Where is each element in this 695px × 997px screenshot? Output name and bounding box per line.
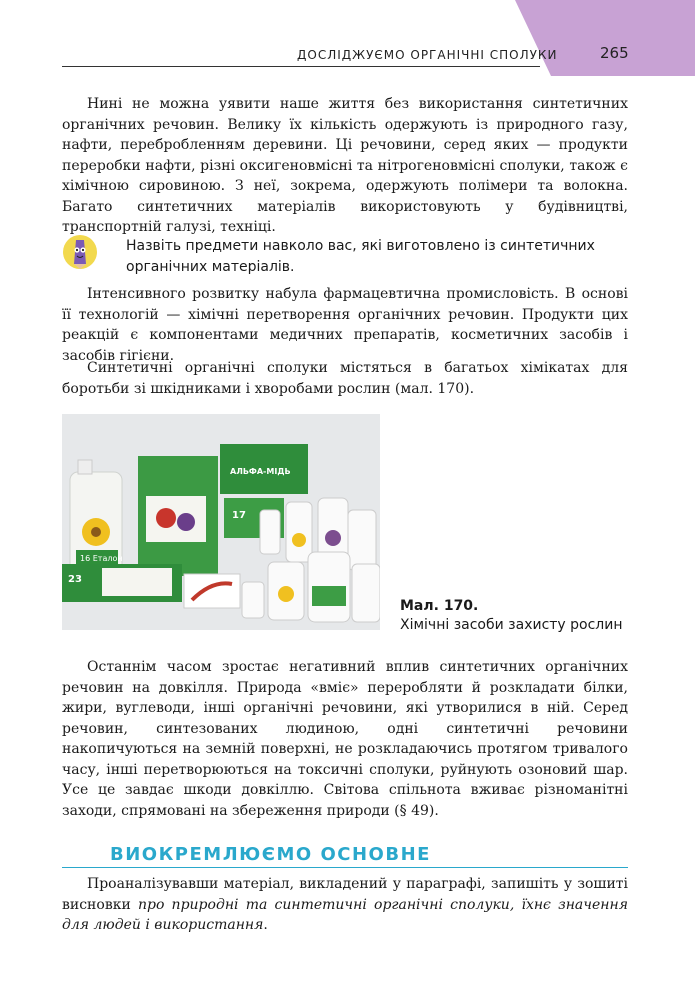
conclusion-text: Проаналізувавши матеріал, викладений у параграфі, запишіть у зошиті висновки <box>62 876 628 913</box>
figure-170-image <box>62 414 380 630</box>
section-rule <box>62 867 628 868</box>
header-corner-tab <box>515 0 695 76</box>
box-left-label: 16 Еталон <box>80 554 123 563</box>
paragraph-2: Інтенсивного розвитку набула фармацевтична промисловість. В основі її технологій — хімічні перетворення органічних речовин. Продукти цих реакцій є компонентами медичних препаратів, косметичних засобів і засобів гігієни. <box>62 286 628 364</box>
paragraph-3: Синтетичні органічні сполуки містяться в багатьох хімікатах для боротьби зі шкідниками і хворобами рослин (мал. 170). <box>62 360 628 397</box>
box-23-label: 23 <box>68 574 82 585</box>
box-alfa-label: АЛЬФА-МІДЬ <box>230 467 291 476</box>
header-rule <box>62 66 540 67</box>
pesticides-photo <box>62 414 380 630</box>
conclusion-end: . <box>263 917 268 933</box>
pencil-character-icon <box>62 234 98 270</box>
task-question: Назвіть предмети навколо вас, які виготовлено із синтетичних органічних матеріалів. <box>126 238 595 275</box>
paragraph-1: Нині не можна уявити наше життя без використання синтетичних органічних речовин. Велику їх кількість одержують із природного газу, нафти, перебробленням деревини. Ці речовини, серед яких — продукти переробки нафти, різні оксигеновмісні та нітрогеновмісні сполуки, також є хімічною сировиною. З неї, зокрема, одержують полімери та волокна. Багато синтетичних матеріалів використовують у будівництві, транспортній галузі, техніці. <box>62 96 628 235</box>
figure-number: Мал. 170. <box>400 598 479 614</box>
page-number: 265 <box>600 44 629 62</box>
conclusion-italic: про природні та синтетичні органічні сполуки, їхнє значення для людей і використання <box>62 896 628 933</box>
section-heading: ВИОКРЕМЛЮЄМО ОСНОВНЕ <box>110 844 431 865</box>
paragraph-4: Останнім часом зростає негативний вплив синтетичних органічних речовин на довкілля. Природа «вміє» переробляти й розкладати білки, жири, вуглеводи, інші органічні речовини, які утворилися в ній. Серед речовин, синтезованих людиною, одні синтетичні речовини накопичуються на земній поверхні, не розкладаючись протягом тривалого часу, інші перетворюються на токсичні сполуки, руйнують озоновий шар. Усе це завдає шкоди довкіллю. Світова спільнота вживає різноманітні заходи, спрямовані на збереження природи (§ 49). <box>62 659 628 819</box>
box-17-label: 17 <box>232 510 246 521</box>
conclusion-paragraph <box>62 874 628 936</box>
running-header: ДОСЛІДЖУЄМО ОРГАНІЧНІ СПОЛУКИ <box>297 48 558 62</box>
figure-caption: Хімічні засоби захисту рослин <box>400 617 623 633</box>
